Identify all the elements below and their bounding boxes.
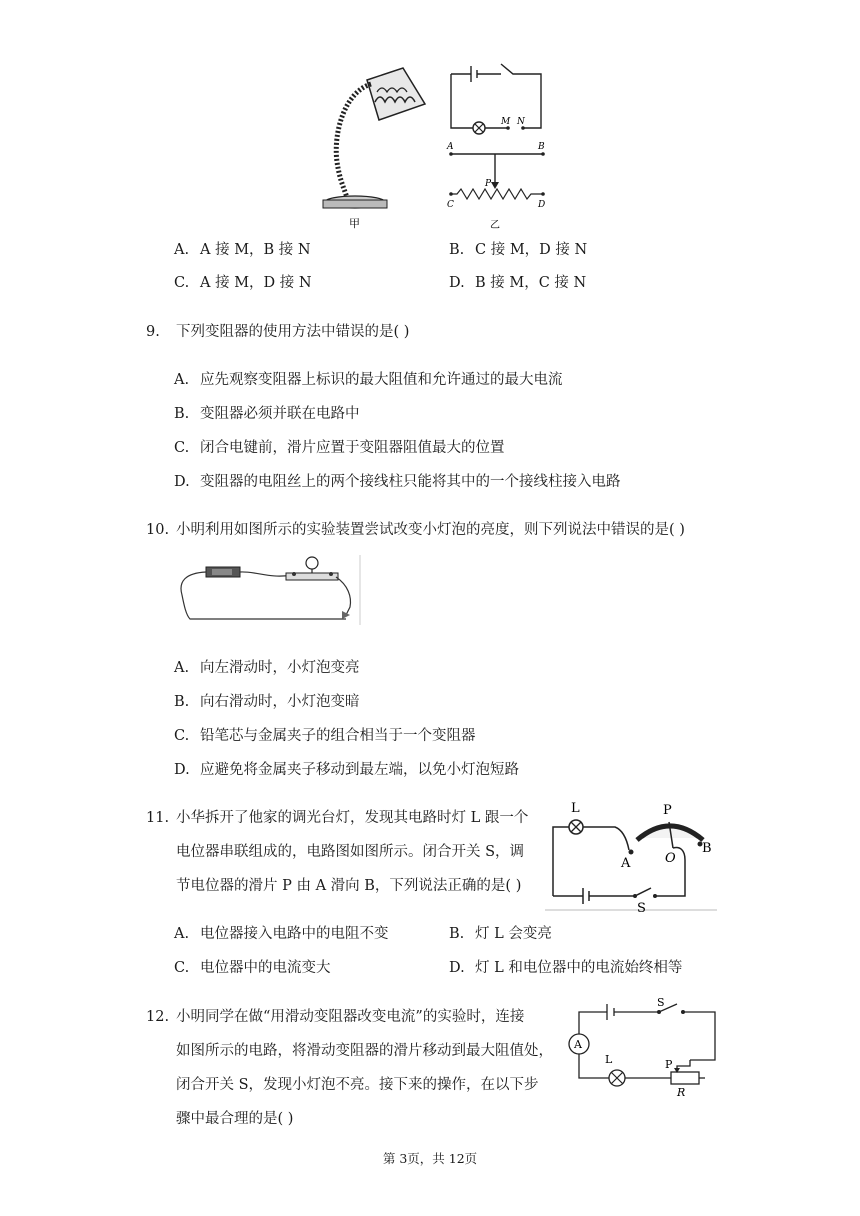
option-label: C.	[174, 440, 190, 456]
label-P: P	[485, 179, 492, 189]
q11-option-d[interactable]	[449, 958, 682, 978]
option-label: A.	[174, 242, 190, 258]
label-L: L	[605, 1053, 613, 1066]
q11-number: 11.	[146, 810, 170, 826]
q10-option-c[interactable]	[174, 726, 476, 746]
option-text: 应先观察变阻器上标识的最大阻值和允许通过的最大电流	[200, 372, 563, 388]
option-label: B.	[449, 242, 465, 258]
q11-option-c[interactable]	[174, 958, 331, 978]
label-A: A	[621, 856, 631, 871]
option-text: 铅笔芯与金属夹子的组合相当于一个变阻器	[200, 728, 476, 744]
label-A: A	[447, 142, 454, 152]
option-text: 变阻器必须并联在电路中	[200, 406, 360, 422]
option-text: 灯 L 会变亮	[475, 926, 552, 942]
option-label: D.	[449, 275, 465, 291]
label-B: B	[702, 841, 712, 856]
option-label: A.	[174, 926, 190, 942]
label-M: M	[501, 117, 511, 127]
q11-option-a[interactable]	[174, 924, 389, 944]
q8-option-b[interactable]	[449, 240, 587, 260]
label-A: A	[574, 1038, 582, 1051]
q8-option-a[interactable]	[174, 240, 311, 260]
desk-lamp-figure	[315, 62, 430, 232]
q10-number: 10.	[146, 522, 170, 538]
q8-option-c[interactable]	[174, 273, 312, 293]
q9-option-a[interactable]	[174, 370, 563, 390]
option-label: B.	[174, 406, 190, 422]
option-text: A 接 M，D 接 N	[200, 275, 312, 291]
q12-number: 12.	[146, 1009, 170, 1025]
rheostat-circuit-figure	[565, 998, 725, 1098]
option-text: A 接 M，B 接 N	[200, 242, 311, 258]
label-S: S	[637, 901, 646, 912]
q9-stem: 下列变阻器的使用方法中错误的是( )	[176, 324, 410, 340]
option-label: C.	[174, 728, 190, 744]
q8-option-d[interactable]	[449, 273, 586, 293]
option-text: 向右滑动时，小灯泡变暗	[200, 694, 360, 710]
q10-option-d[interactable]	[174, 760, 519, 780]
fig-jia-label: 甲	[349, 217, 360, 230]
q12-stem-line-4: 骤中最合理的是( )	[176, 1111, 294, 1127]
option-text: C 接 M，D 接 N	[475, 242, 588, 258]
pencil-lead-apparatus-figure	[176, 553, 366, 627]
label-P: P	[665, 1058, 673, 1071]
circuit-figure-yi	[443, 62, 553, 234]
option-text: B 接 M，C 接 N	[475, 275, 587, 291]
option-text: 闭合电键前，滑片应置于变阻器阻值最大的位置	[200, 440, 505, 456]
option-label: B.	[174, 694, 190, 710]
q10-option-b[interactable]	[174, 692, 360, 712]
q12-stem-line-2: 如图所示的电路，将滑动变阻器的滑片移动到最大阻值处，	[176, 1043, 553, 1059]
q12-stem-line-3: 闭合开关 S，发现小灯泡不亮。接下来的操作，在以下步	[176, 1077, 539, 1093]
option-text: 应避免将金属夹子移动到最左端，以免小灯泡短路	[200, 762, 519, 778]
option-label: C.	[174, 960, 190, 976]
q9-option-b[interactable]	[174, 404, 360, 424]
q12-stem-line-1: 小明同学在做“用滑动变阻器改变电流”的实验时，连接	[176, 1009, 525, 1025]
q10-stem: 小明利用如图所示的实验装置尝试改变小灯泡的亮度，则下列说法中错误的是( )	[176, 522, 685, 538]
option-text: 电位器接入电路中的电阻不变	[200, 926, 389, 942]
label-B: B	[538, 142, 545, 152]
q11-stem-line-3: 节电位器的滑片 P 由 A 滑向 B，下列说法正确的是( )	[176, 878, 522, 894]
label-L: L	[571, 801, 580, 816]
potentiometer-circuit-figure	[545, 800, 720, 912]
option-text: 灯 L 和电位器中的电流始终相等	[475, 960, 683, 976]
option-label: B.	[449, 926, 465, 942]
label-P: P	[663, 803, 672, 818]
option-text: 变阻器的电阻丝上的两个接线柱只能将其中的一个接线柱接入电路	[200, 474, 621, 490]
option-label: D.	[449, 960, 465, 976]
page-footer: 第 3页，共 12页	[382, 1151, 478, 1166]
option-label: D.	[174, 474, 190, 490]
option-text: 电位器中的电流变大	[200, 960, 331, 976]
option-label: C.	[174, 275, 190, 291]
q9-option-d[interactable]	[174, 472, 621, 492]
option-label: A.	[174, 660, 190, 676]
fig-yi-label: 乙	[490, 220, 500, 231]
option-label: A.	[174, 372, 190, 388]
option-text: 向左滑动时，小灯泡变亮	[200, 660, 360, 676]
label-S: S	[657, 998, 665, 1009]
label-C: C	[447, 200, 454, 210]
q11-stem-line-1: 小华拆开了他家的调光台灯，发现其电路时灯 L 跟一个	[176, 810, 529, 826]
label-N: N	[517, 117, 525, 127]
option-label: D.	[174, 762, 190, 778]
label-R: R	[677, 1086, 686, 1098]
q11-stem-line-2: 电位器串联组成的，电路图如图所示。闭合开关 S，调	[176, 844, 525, 860]
q9-option-c[interactable]	[174, 438, 505, 458]
q9-number: 9.	[146, 324, 160, 340]
q11-option-b[interactable]	[449, 924, 552, 944]
label-D: D	[538, 200, 546, 210]
label-O: O	[665, 851, 676, 866]
q10-option-a[interactable]	[174, 658, 360, 678]
